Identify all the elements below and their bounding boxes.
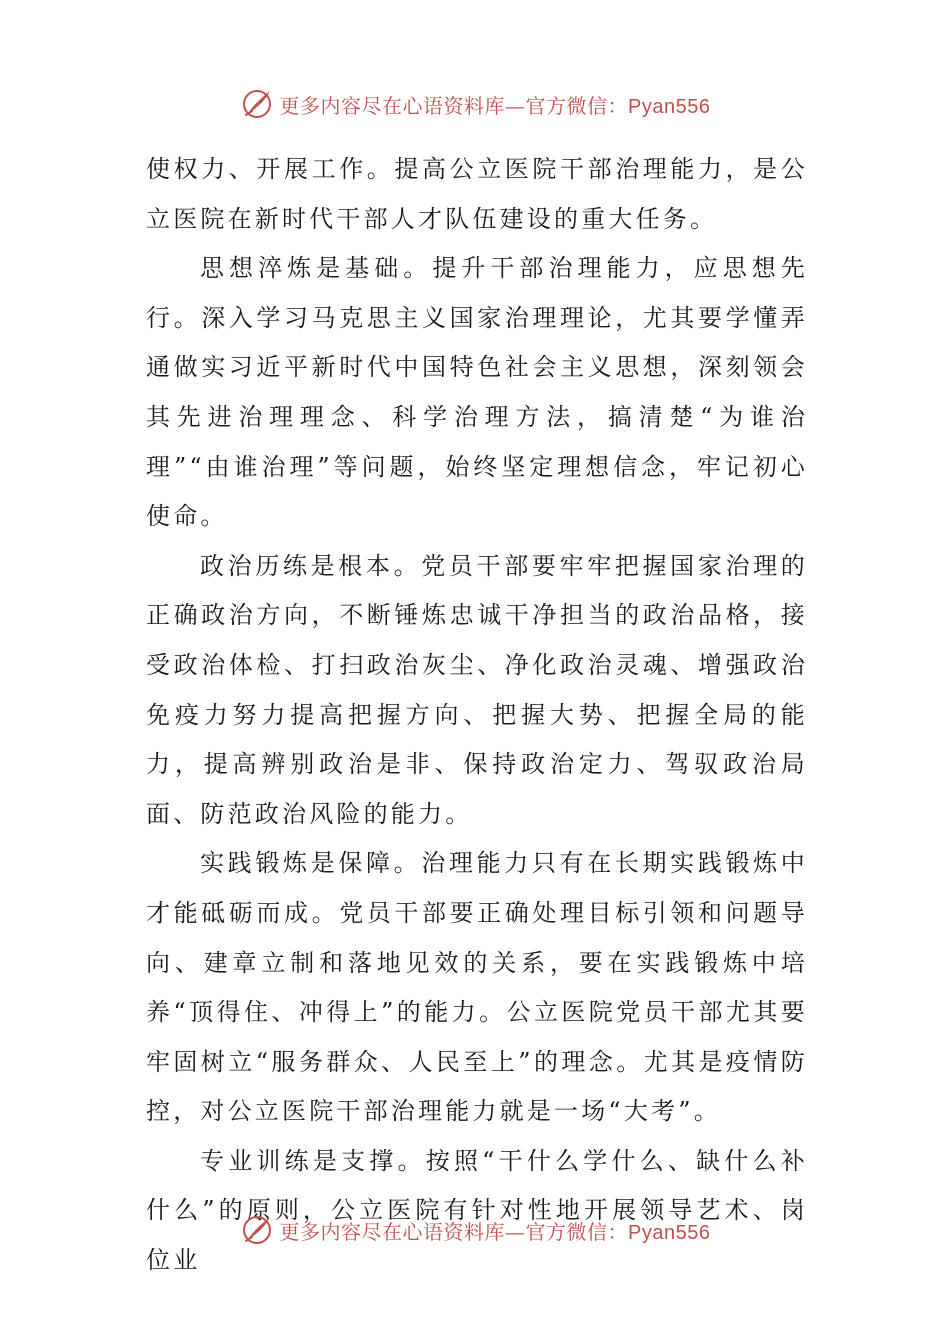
document-body — [146, 145, 808, 1286]
watermark-text-cn: 更多内容尽在心语资料库—官方微信： — [279, 93, 629, 118]
watermark-text-en: Pyan556 — [628, 1221, 711, 1244]
watermark-text — [280, 90, 711, 119]
quill-pen-circle-icon — [240, 1213, 274, 1247]
paragraph-2: 思想淬炼是基础。提升干部治理能力，应思想先行。深入学习马克思主义国家治理理论，尤其要学懂弄通做实习近平新时代中国特色社会主义思想，深刻领会其先进治理理念、科学治理方法，搞清楚“为谁治理”“由谁治理”等问题，始终坚定理想信念，牢记初心使命。 — [146, 254, 808, 531]
watermark-text-en: Pyan556 — [628, 95, 711, 118]
paragraph-3: 政治历练是根本。党员干部要牢牢把握国家治理的正确政治方向，不断锤炼忠诚干净担当的政治品格，接受政治体检、打扫政治灰尘、净化政治灵魂、增强政治免疫力努力提高把握方向、把握大势、把握全局的能力，提高辨别政治是非、保持政治定力、驾驭政治局面、防范政治风险的能力。 — [146, 551, 808, 828]
footer-watermark — [0, 1210, 950, 1250]
watermark-text-cn: 更多内容尽在心语资料库—官方微信： — [279, 1219, 629, 1244]
paragraph-1: 使权力、开展工作。提高公立医院干部治理能力，是公立医院在新时代干部人才队伍建设的重大任务。 — [146, 155, 808, 233]
watermark-text — [280, 1216, 711, 1245]
quill-pen-circle-icon — [240, 87, 274, 121]
header-watermark — [0, 84, 950, 124]
paragraph-5: 专业训练是支撑。按照“干什么学什么、缺什么补什么”的原则，公立医院有针对性地开展领导艺术、岗位业 — [146, 1146, 808, 1275]
paragraph-4: 实践锻炼是保障。治理能力只有在长期实践锻炼中才能砥砺而成。党员干部要正确处理目标引领和问题导向、建章立制和落地见效的关系，要在实践锻炼中培养“顶得住、冲得上”的能力。公立医院党员干部尤其要牢固树立“服务群众、人民至上”的理念。尤其是疫情防控，对公立医院干部治理能力就是一场“大考”。 — [146, 849, 808, 1126]
